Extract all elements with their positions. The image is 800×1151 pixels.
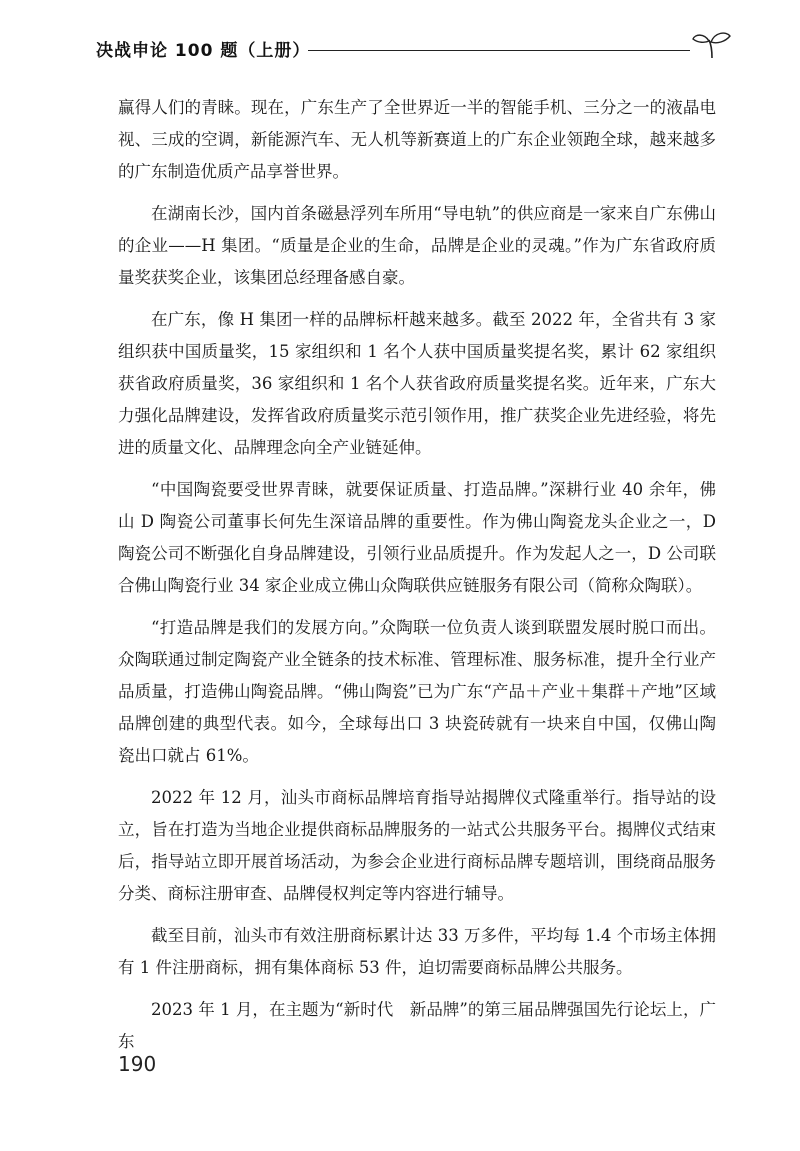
paragraph-7: 截至目前，汕头市有效注册商标累计达 33 万多件，平均每 1.4 个市场主体拥有 1 件注册商标，拥有集体商标 53 件，迫切需要商标品牌公共服务。 xyxy=(118,926,716,977)
book-title: 决战申论 100 题（上册） xyxy=(96,41,311,61)
header-rule xyxy=(308,50,690,51)
paragraph-5: “打造品牌是我们的发展方向。”众陶联一位负责人谈到联盟发展时脱口而出。众陶联通过制定陶瓷产业全链条的技术标准、管理标准、服务标准，提升全行业产品质量，打造佛山陶瓷品牌。“佛山陶瓷”已为广东“产品＋产业＋集群＋产地”区域品牌创建的典型代表。如今，全球每出口 3 块瓷砖就有一块来自中国，仅佛山陶瓷出口就占 61%。 xyxy=(118,618,716,765)
leaf-sprout-icon xyxy=(690,30,734,60)
paragraph-6: 2022 年 12 月，汕头市商标品牌培育指导站揭牌仪式隆重举行。指导站的设立，旨在打造为当地企业提供商标品牌服务的一站式公共服务平台。揭牌仪式结束后，指导站立即开展首场活动，为参会企业进行商标品牌专题培训，围绕商品服务分类、商标注册审查、品牌侵权判定等内容进行辅导。 xyxy=(118,788,716,903)
paragraph-4: “中国陶瓷要受世界青睐，就要保证质量、打造品牌。”深耕行业 40 余年，佛山 D 陶瓷公司董事长何先生深谙品牌的重要性。作为佛山陶瓷龙头企业之一，D 陶瓷公司不断强化自身品牌建设，引领行业品质提升。作为发起人之一，D 公司联合佛山陶瓷行业 34 家企业成立佛山众陶联供应链服务有限公司（简称众陶联）。 xyxy=(118,480,716,595)
page-number: 190 xyxy=(118,1052,157,1076)
paragraph-8: 2023 年 1 月，在主题为“新时代 新品牌”的第三届品牌强国先行论坛上，广东 xyxy=(118,1000,716,1051)
body-text xyxy=(118,92,716,1068)
paragraph-3: 在广东，像 H 集团一样的品牌标杆越来越多。截至 2022 年，全省共有 3 家组织获中国质量奖，15 家组织和 1 名个人获中国质量奖提名奖，累计 62 家组织获省政府质量奖，36 家组织和 1 名个人获省政府质量奖提名奖。近年来，广东大力强化品牌建设，发挥省政府质量奖示范引领作用，推广获奖企业先进经验，将先进的质量文化、品牌理念向全产业链延伸。 xyxy=(118,310,716,457)
paragraph-1: 赢得人们的青睐。现在，广东生产了全世界近一半的智能手机、三分之一的液晶电视、三成的空调，新能源汽车、无人机等新赛道上的广东企业领跑全球，越来越多的广东制造优质产品享誉世界。 xyxy=(118,98,716,181)
paragraph-2: 在湖南长沙，国内首条磁悬浮列车所用“导电轨”的供应商是一家来自广东佛山的企业——H 集团。“质量是企业的生命，品牌是企业的灵魂。”作为广东省政府质量奖获奖企业，该集团总经理备感自豪。 xyxy=(118,204,716,287)
running-header xyxy=(96,36,736,68)
